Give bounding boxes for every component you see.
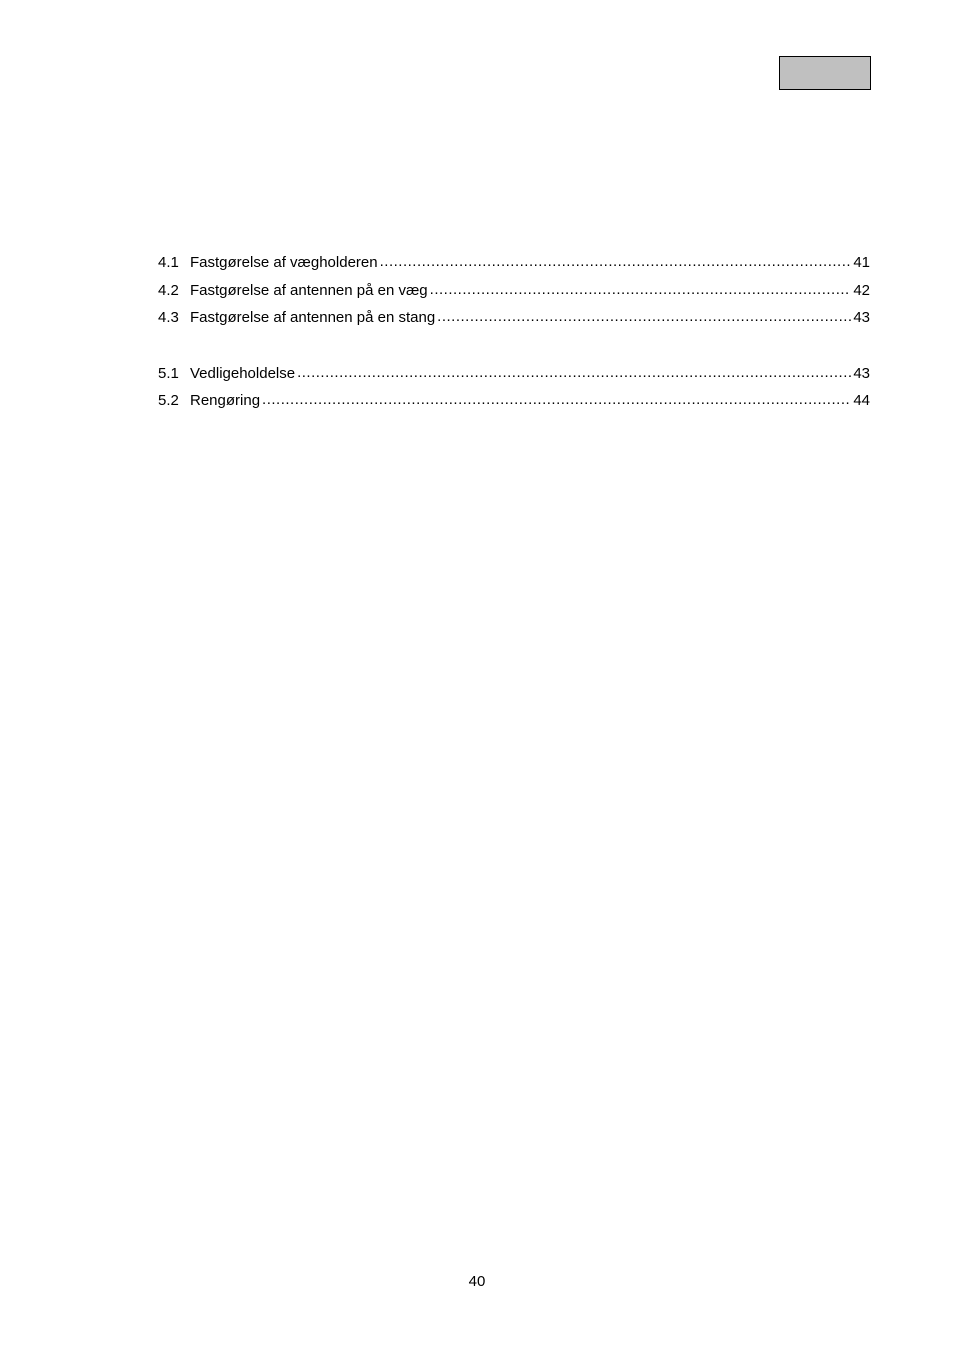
page-number: 40 bbox=[468, 1273, 486, 1290]
toc-entry[interactable] bbox=[158, 282, 870, 310]
table-of-contents bbox=[158, 254, 870, 420]
toc-entry-number: 4.1 bbox=[158, 254, 179, 271]
toc-entry-title: Rengøring bbox=[190, 392, 261, 409]
toc-entry-page: 41 bbox=[853, 254, 870, 271]
toc-dot-leader bbox=[380, 253, 852, 271]
toc-section-4 bbox=[158, 254, 870, 337]
language-tab-box bbox=[779, 56, 871, 90]
toc-dot-leader bbox=[262, 391, 851, 409]
toc-dot-leader bbox=[297, 364, 851, 382]
toc-entry[interactable] bbox=[158, 254, 870, 282]
toc-dot-leader bbox=[430, 281, 852, 299]
toc-entry[interactable] bbox=[158, 365, 870, 393]
toc-entry-title: Vedligeholdelse bbox=[190, 364, 296, 382]
toc-section-5 bbox=[158, 365, 870, 420]
toc-entry-title: Fastgørelse af antennen på en væg bbox=[190, 281, 428, 299]
toc-entry-number: 4.2 bbox=[158, 281, 179, 299]
toc-entry-page: 43 bbox=[853, 364, 870, 382]
toc-entry-number: 5.1 bbox=[158, 364, 179, 382]
toc-entry[interactable] bbox=[158, 309, 870, 337]
toc-entry-number: 4.3 bbox=[158, 309, 179, 326]
toc-entry-number: 5.2 bbox=[158, 392, 179, 409]
toc-entry-page: 42 bbox=[853, 281, 870, 299]
toc-dot-leader bbox=[437, 308, 851, 326]
toc-entry[interactable] bbox=[158, 392, 870, 420]
toc-entry-title: Fastgørelse af antennen på en stang bbox=[190, 309, 436, 326]
toc-entry-title: Fastgørelse af vægholderen bbox=[190, 254, 378, 271]
toc-entry-page: 43 bbox=[853, 309, 870, 326]
toc-entry-page: 44 bbox=[853, 392, 870, 409]
